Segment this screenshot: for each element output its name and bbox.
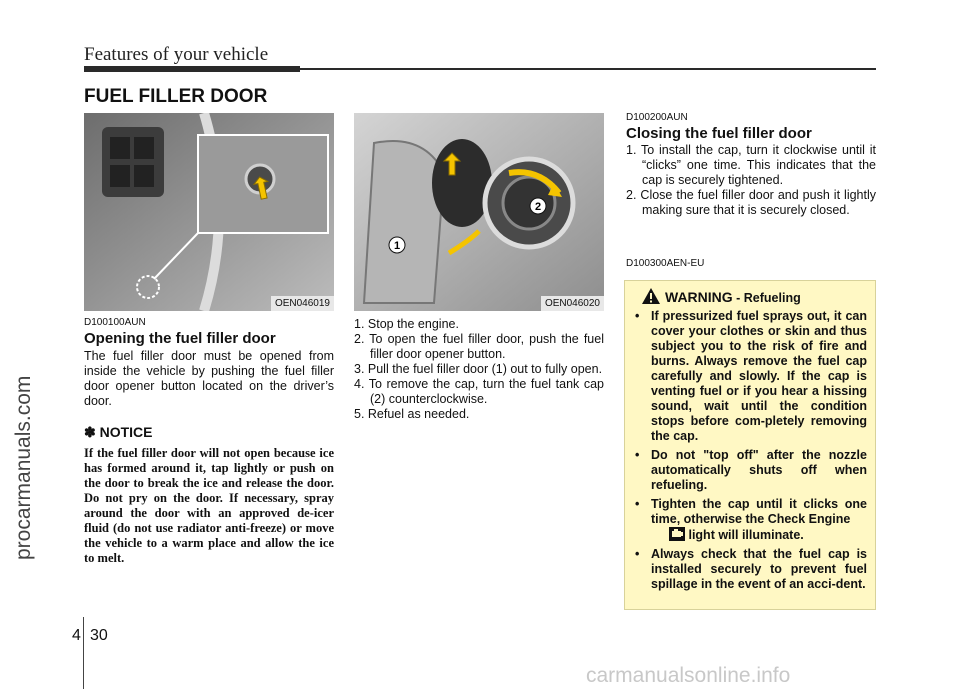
warning-triangle-icon [641,287,661,305]
opening-text: The fuel filler door must be opened from inside the vehicle by pushing the fuel filler door opener button located on the driver’s door. [84,349,334,408]
closing-code: D100200AUN [626,112,688,123]
figure-fuel-cap [354,113,604,311]
footer-divider [83,617,84,689]
warning-item: • Tighten the cap until it clicks one time, otherwise the Check Engine light will illuminate. [635,497,867,542]
warning-code: D100300AEN-EU [626,258,705,269]
figure-door-panel [84,113,334,311]
figure-label: OEN046020 [541,296,604,311]
header-rule [84,66,876,72]
fuel-cap-photo [354,113,604,311]
warning-item-text: light will illuminate. [685,528,804,542]
door-panel-photo [84,113,334,311]
step-item: 3. Pull the fuel filler door (1) out to fully open. [354,362,603,376]
notice-text: If the fuel filler door will not open because ice has formed around it, tap lightly or push on the door to break the ice and release the door. Do not pry on the door. If necessary, spray around the door with an approved de-icer fluid (do not use radiator anti-freeze) or move the vehicle to a warm place and allow the ice to melt. [84,446,334,565]
section-title: FUEL FILLER DOOR [84,86,268,107]
warning-box [624,280,876,610]
warning-item-text: Always check that the fuel cap is installed securely to prevent fuel spillage in the event of an acci-dent. [651,547,867,591]
warning-item: • Do not "top off" after the nozzle automatically shuts off when refueling. [635,448,867,492]
header-title: Features of your vehicle [84,44,269,65]
opening-heading: Opening the fuel filler door [84,330,276,347]
warning-item-text: Do not "top off" after the nozzle automatically shuts off when refueling. [651,448,867,492]
step-item: 2. Close the fuel filler door and push it lightly making sure that it is securely closed. [626,188,876,217]
warning-title [665,289,801,305]
callout-2: 2 [534,201,542,213]
step-item: 1. To install the cap, turn it clockwise until it “clicks” one time. This indicates that the cap is securely tightened. [626,143,876,187]
warning-item-text: If pressurized fuel sprays out, it can cover your clothes or skin and thus subject you to the risk of fire and burns. Always remove the fuel cap carefully and slowly. If the cap is venting fuel or if you hear a hissing sound, wait until the condition stops before com-pletely removing the cap. [651,309,867,443]
step-item: 4. To remove the cap, turn the fuel tank cap (2) counterclockwise. [354,377,604,406]
warning-item: • If pressurized fuel sprays out, it can cover your clothes or skin and thus subject you to the risk of fire and burns. Always remove the fuel cap carefully and slowly. If the cap is venting fuel or if you hear a hissing sound, wait until the condition stops before com-pletely removing the cap. [635,309,867,443]
step-item: 2. To open the fuel filler door, push the fuel filler door opener button. [354,332,604,361]
watermark-bottom: carmanualsonline.info [586,664,791,687]
warning-item-text: Tighten the cap until it clicks one time, otherwise the Check Engine [651,497,867,526]
footer-page-number: 30 [90,627,108,644]
closing-heading: Closing the fuel filler door [626,125,812,142]
notice-title: ✽ NOTICE [84,424,153,440]
check-engine-icon [669,527,685,541]
step-item: 1. Stop the engine. [354,317,459,331]
warning-list [631,309,867,596]
callout-1: 1 [393,240,401,252]
step-item: 5. Refuel as needed. [354,407,470,421]
warning-title-main: WARNING [665,289,733,305]
figure-label: OEN046019 [271,296,334,311]
warning-subtitle: - Refueling [732,291,801,305]
closing-steps [626,143,876,218]
watermark-left: procarmanuals.com [12,375,35,560]
opening-code: D100100AUN [84,317,146,328]
footer-chapter: 4 [72,627,81,644]
opening-steps [354,317,604,422]
warning-item: • Always check that the fuel cap is installed securely to prevent fuel spillage in the event of an acci-dent. [635,547,867,591]
